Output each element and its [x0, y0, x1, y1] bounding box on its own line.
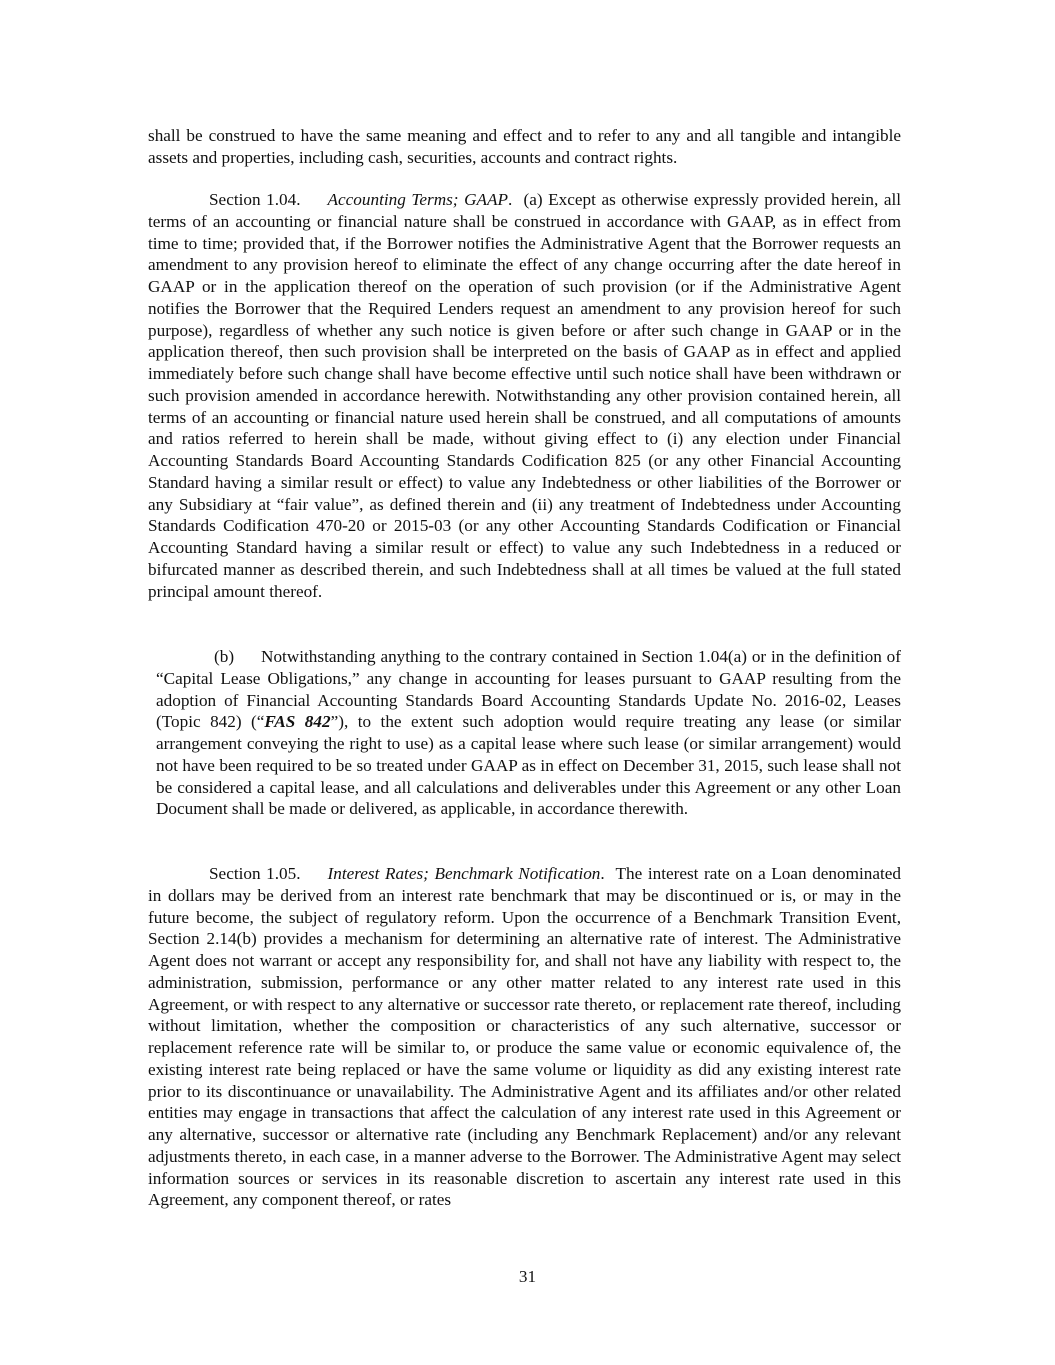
- section-104-text: (a) Except as otherwise expressly provided herein, all terms of an accounting or financial nature shall be construed in accordance with GAAP, as in effect from time to time; provided that, if the Borrower notifies the Administrative Agent that the Borrower requests an amendment to any provision hereof to eliminate the effect of any change occurring after the date hereof in GAAP or in the application thereof on the operation of such provision (or if the Administrative Agent notifies the Borrower that the Required Lenders request an amendment to any provision hereof for such purpose), regardless of whether any such notice is given before or after such change in GAAP or in the application thereof, then such provision shall be interpreted on the basis of GAAP as in effect and applied immediately before such change shall have become effective until such notice shall have been withdrawn or such provision amended in accordance herewith. Notwithstanding any other provision contained herein, all terms of an accounting or financial nature used herein shall be construed, and all computations of amounts and ratios referred to herein shall be made, without giving effect to (i) any election under Financial Accounting Standards Board Accounting Standards Codification 825 (or any other Financial Accounting Standard having a similar result or effect) to value any Indebtedness or other liabilities of the Borrower or any Subsidiary at “fair value”, as defined therein and (ii) any treatment of Indebtedness under Accounting Standards Codification 470-20 or 2015-03 (or any other Accounting Standards Codification or Financial Accounting Standard having a similar result or effect) to value any such Indebtedness in a reduced or bifurcated manner as described therein, and such Indebtedness shall at all times be valued at the full stated principal amount thereof.: [148, 190, 902, 601]
- section-104-title-period: .: [508, 190, 513, 209]
- intro-paragraph: [148, 125, 901, 169]
- section-104-paragraph: [148, 189, 901, 602]
- section-105-paragraph: [148, 863, 901, 1211]
- section-104-title: Accounting Terms; GAAP: [327, 190, 509, 209]
- section-104b-text-before: Notwithstanding anything to the contrary contained in Section 1.04(a) or in the definition of “Capital Lease Obligations,” any change in accounting for leases pursuant to GAAP resulting from the adoption of Financial Accounting Standards Board Accounting Standards Update No. 2016-02, Leases (Topic 842) (“: [156, 647, 901, 732]
- intro-paragraph-text: shall be construed to have the same meaning and effect and to refer to any and all tangible and intangible assets and properties, including cash, securities, accounts and contract rights.: [148, 126, 901, 167]
- section-105-number: Section 1.05.: [209, 864, 301, 883]
- section-105-text: The interest rate on a Loan denominated in dollars may be derived from an interest rate benchmark that may be discontinued or is, or may in the future become, the subject of regulatory reform. Upon the occurrence of a Benchmark Transition Event, Section 2.14(b) provides a mechanism for determining an alternative rate of interest. The Administrative Agent does not warrant or accept any responsibility for, and shall not have any liability with respect to, the administration, submission, performance or any other matter related to any interest rate used in this Agreement, or with respect to any alternative or successor rate thereto, or replacement rate thereof, including without limitation, whether the composition or characteristics of any such alternative, successor or replacement reference rate will be similar to, or produce the same value or economic equivalence of, the existing interest rate being replaced or have the same volume or liquidity as did any existing interest rate prior to its discontinuance or unavailability. The Administrative Agent and its affiliates and/or other related entities may engage in transactions that affect the calculation of any interest rate used in this Agreement or any alternative, successor or alternative rate (including any Benchmark Replacement) and/or any relevant adjustments thereto, in each case, in a manner adverse to the Borrower. The Administrative Agent may select information sources or services in its reasonable discretion to ascertain any interest rate used in this Agreement, any component thereof, or rates: [148, 864, 901, 1210]
- section-104-number: Section 1.04.: [209, 190, 301, 209]
- section-105-title: Interest Rates; Benchmark Notification: [327, 864, 601, 883]
- section-104b-label: (b): [214, 647, 235, 666]
- section-104b-paragraph: [156, 646, 901, 820]
- section-105-title-period: .: [600, 864, 605, 883]
- section-104b-defined-term: FAS 842: [264, 712, 331, 732]
- page-number: 31: [518, 1267, 537, 1286]
- section-104b-text-after: ”), to the extent such adoption would require treating any lease (or similar arrangement conveying the right to use) as a capital lease where such lease (or similar arrangement) would not have been required to be so treated under GAAP as in effect on December 31, 2015, such lease shall not be considered a capital lease, and all calculations and deliverables under this Agreement or any other Loan Document shall be made or delivered, as applicable, in accordance therewith.: [156, 712, 901, 819]
